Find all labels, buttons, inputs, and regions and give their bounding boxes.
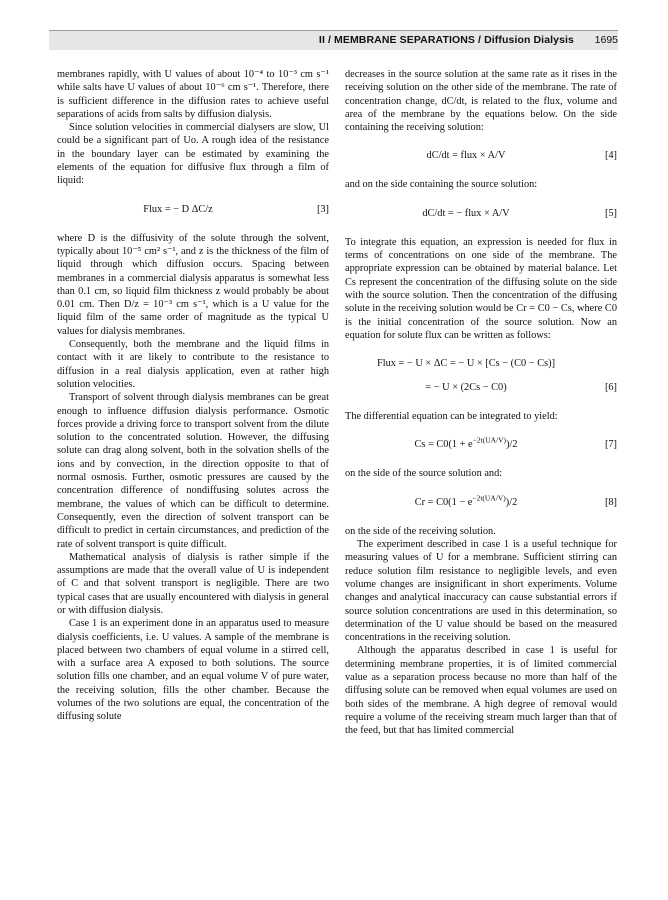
equation-8-lhs: Cr = C0(1 − e xyxy=(414,496,473,508)
left-paragraph-1: membranes rapidly, with U values of about 10⁻⁴ to 10⁻³ cm s⁻¹ while salts have U values of about 10⁻⁶ cm s⁻¹. Therefore, there is sufficient difference in the diffusion rates to achieve useful separations of acids from salts by diffusion dialysis. xyxy=(57,69,329,120)
equation-3 xyxy=(57,203,329,217)
right-paragraph-7: The experiment described in case 1 is a useful technique for measuring values of U for a membrane. Sufficient stirring can reduce solution film resistance to negligible levels, and even volume changes are insignificant in short experiments. Volume changes and analytical inaccuracy can cause substantial errors if source solution concentrations are used in this determination, so determination of the U value should be based on the measured concentrations in the receiving solution. xyxy=(345,539,617,644)
right-paragraph-1: decreases in the source solution at the same rate as it rises in the receiving solution on the other side of the membrane. The rate of concentration change, dC/dt, is related to the flux, volume and area of the membrane by the equations below. On the side containing the receiving solution: xyxy=(345,69,617,134)
equation-8-number: [8] xyxy=(604,496,617,508)
page-number: 1695 xyxy=(594,34,618,46)
equation-3-number: [3] xyxy=(316,203,329,215)
equation-5 xyxy=(345,207,617,221)
equation-8-exponent: −2t(UA/V) xyxy=(472,493,506,503)
equation-3-expression: Flux = − D ΔC/z xyxy=(143,203,213,215)
equation-4-expression: dC/dt = flux × A/V xyxy=(426,150,506,162)
equation-7-rhs: )/2 xyxy=(506,439,518,451)
left-column xyxy=(57,68,329,724)
equation-7-exponent: −2t(UA/V) xyxy=(472,436,507,446)
left-paragraph-2: Since solution velocities in commercial dialysers are slow, Ul could be a significant part of Uo. A rough idea of the resistance in the boundary layer can be estimated by examining the elements of the equation for diffusive flux through a film of liquid: xyxy=(57,122,329,187)
equation-7-lhs: Cs = C0(1 + e xyxy=(414,439,473,451)
equation-7-expression xyxy=(345,438,587,452)
equation-7-number: [7] xyxy=(604,439,617,451)
right-paragraph-6: on the side of the receiving solution. xyxy=(345,525,496,537)
equation-6-expression-2: = − U × (2Cs − C0) xyxy=(425,382,507,394)
equation-5-number: [5] xyxy=(604,207,617,219)
left-paragraph-3: where D is the diffusivity of the solute through the solvent, typically about 10⁻⁵ cm² s⁻¹, and z is the thickness of the film of liquid through which diffusion occurs. Spacing between membranes in a commercial dialysis apparatus is somewhat less than 0.1 cm, so liquid film thickness z would probably be about 0.01 cm. Then D/z = 10⁻³ cm s⁻¹, which is a U value for the liquid film of the same order of magnitude as the typical U values for dialysis membranes. xyxy=(57,232,329,337)
left-paragraph-4: Consequently, both the membrane and the liquid films in contact with it are likely to contribute to the resistance to diffusion in a real dialysis application, even at rather high solution velocities. xyxy=(57,339,329,390)
running-head-title: II / MEMBRANE SEPARATIONS / Diffusion Dialysis xyxy=(318,34,574,46)
right-paragraph-2: and on the side containing the source solution: xyxy=(345,179,538,191)
equation-5-expression: dC/dt = − flux × A/V xyxy=(422,207,510,219)
equation-8-rhs: )/2 xyxy=(505,496,518,508)
left-paragraph-5: Transport of solvent through dialysis membranes can be great enough to influence diffusion dialysis performance. Osmotic forces provide a driving force to transport solvent from the dilute solution to the concentrated solution. However, the diffusing solute can drag along solvent, both in the solvation shells of the ions and by convection, in the direction opposite to that of normal osmosis. Further, osmotic pressures are caused by the concentration difference of nondiffusing solutes across the membrane, the values of which can be difficult to determine. Consequently, even the direction of solvent transport can be difficult to predict in certain circumstances, and prediction of the rate of solvent transport is quite difficult. xyxy=(57,392,329,550)
left-paragraph-7: Case 1 is an experiment done in an apparatus used to measure dialysis coefficients, i.e. U values. A sample of the membrane is placed between two chambers of equal volume in a stirred cell, with a surface area A exposed to both solutions. The source solution fills one chamber, and an equal volume V of pure water, the receiving solution, fills the other chamber. Because the volumes of the two solutions are equal, the concentration of the diffusing solute xyxy=(57,618,329,723)
equation-7 xyxy=(345,438,617,452)
equation-6-number: [6] xyxy=(604,382,617,394)
running-header xyxy=(49,30,618,50)
equation-6-line-2 xyxy=(345,381,617,395)
right-paragraph-4: The differential equation can be integrated to yield: xyxy=(345,411,558,423)
equation-6-expression-1: Flux = − U × ΔC = − U × [Cs − (C0 − Cs)] xyxy=(376,358,556,370)
right-paragraph-5: on the side of the source solution and: xyxy=(345,468,503,480)
left-paragraph-6: Mathematical analysis of dialysis is rather simple if the assumptions are made that the overall value of U is independent of C and that solvent transport is negligible. There are two typical cases that are usually encountered with dialysis in general or with diffusion dialysis. xyxy=(57,551,329,616)
right-column xyxy=(345,68,617,738)
equation-6-line-1 xyxy=(345,357,617,371)
right-paragraph-3: To integrate this equation, an expression is needed for flux in terms of concentrations on one side of the membrane. The appropriate expression can be obtained by material balance. Let Cs represent the concentration of the diffusing solute on the side with the source solution. Then the concentration of the diffusing solute in the receiving solution would be Cr = C0 − Cs, where C0 is the initial concentration of the source solution. Now an equation for solute flux can be written as follows: xyxy=(345,236,617,341)
right-paragraph-8: Although the apparatus described in case 1 is useful for determining membrane properties, it is of limited commercial value as a separation process because no more than half of the diffusing solute can be removed when equal volumes are used on both sides of the membrane. A high degree of removal would require a volume of the receiving stream much larger than that of the feed, but that has limited commercial xyxy=(345,645,617,737)
equation-4 xyxy=(345,149,617,163)
equation-4-number: [4] xyxy=(604,150,617,162)
equation-8 xyxy=(345,493,617,510)
equation-8-expression xyxy=(345,493,587,510)
